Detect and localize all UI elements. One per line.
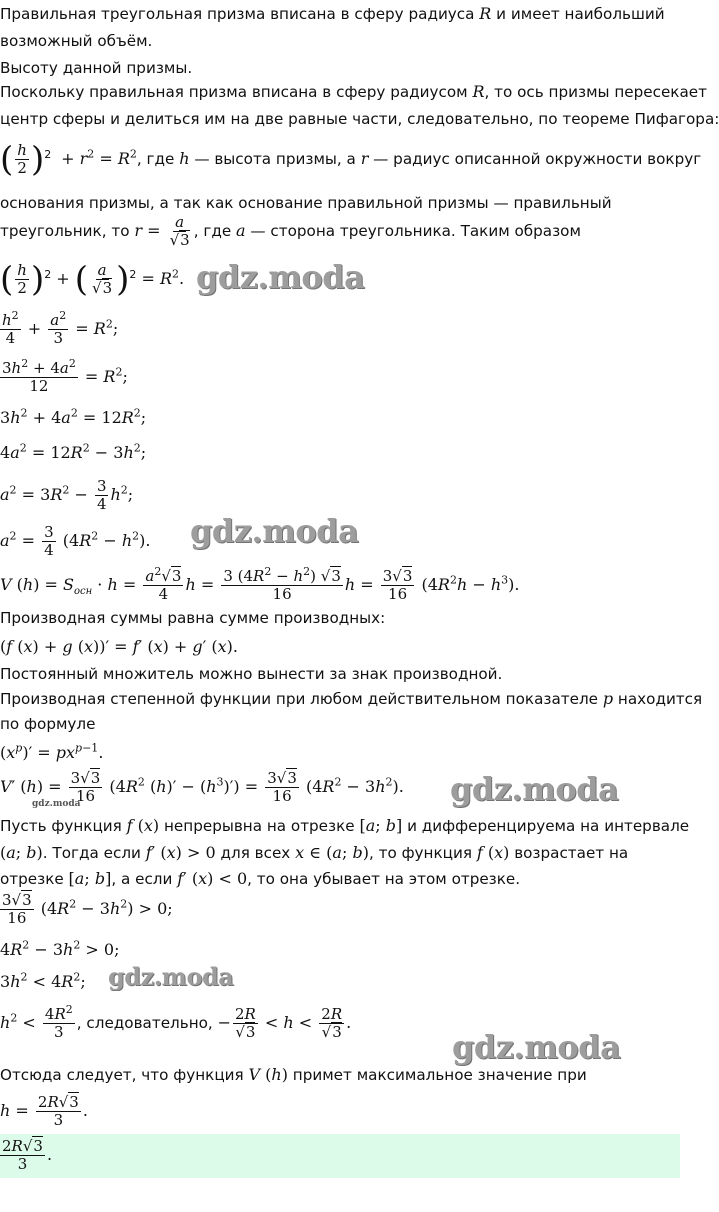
solution-para-3: основания призмы, а так как основание правильной призмы — правильный bbox=[0, 194, 612, 212]
final-answer: $\frac{2R√3}{3}$ . bbox=[2, 1137, 53, 1173]
rule-monotonic-1: Пусть функция f (x) непрерывна на отрезке [a; b] и дифференцируема на интервале bbox=[0, 816, 690, 835]
solution-para-4: треугольник, то r = $\frac{a}{√3}$ , где a — сторона треугольника. Таким образом bbox=[0, 213, 581, 249]
watermark: gdz.moda bbox=[108, 962, 234, 991]
eq-derivative: V′ (h) = $\frac{3√3}{16}$ ($4R^2$ $(h)' - (h^3)'$) = $\frac{3√3}{16}$ $(4R^2 - 3h^2)$. bbox=[0, 769, 404, 805]
solution-para-1b: центр сферы и делиться им на две равные части, следовательно, по теореме Пифагора: bbox=[0, 110, 719, 128]
ineq-3: $3h^2 < 4R^2$; bbox=[0, 970, 86, 991]
eq-1: ( $\frac{h}{2}$ )$^2$ + ( $\frac{a}{√3}$ )$^2 = R^2$. bbox=[0, 259, 185, 300]
var-R: R bbox=[479, 4, 492, 23]
eq-6: $a^2 = 3R^2$ − $\frac{3}{4}$ $h^2$; bbox=[0, 477, 134, 513]
rule-monotonic-3: отрезке [a; b], а если f′ (x) < 0, то она убывает на этом отрезке. bbox=[0, 869, 521, 888]
rule-monotonic-2: (a; b). Тогда если f′ (x) > 0 для всех x ∈ (a; b), то функция f (x) возрастает на bbox=[0, 843, 629, 862]
formula-deriv-sum: (f (x) + g (x))′ = f′ (x) + g′ (x). bbox=[0, 637, 238, 656]
ineq-4: $h^2$ < $\frac{4R^2}{3}$ , следовательно, − $\frac{2R}{√3}$ < h < $\frac{2R}{√3}$ . bbox=[0, 1003, 352, 1041]
formula-power: $(x^p)' = px^{p-1}$. bbox=[0, 741, 104, 762]
eq-3: $\frac{3h^2 + 4a^2}{12}$ = $R^2$; bbox=[2, 357, 128, 395]
solution-para-1a: Поскольку правильная призма вписана в сферу радиусом R, то ось призмы пересекает bbox=[0, 82, 707, 101]
watermark: gdz.moda bbox=[196, 258, 365, 296]
rule-power-a: Производная степенной функции при любом действительном показателе p находится bbox=[0, 689, 703, 708]
rule-deriv-sum: Производная суммы равна сумме производных: bbox=[0, 609, 386, 627]
eq-2: $\frac{h^2}{4}$ + $\frac{a^2}{3}$ = $R^2$; bbox=[2, 309, 119, 347]
rule-const: Постоянный множитель можно вынести за знак производной. bbox=[0, 665, 503, 683]
ineq-2: $4R^2 - 3h^2 > 0$; bbox=[0, 938, 120, 959]
eq-7: $a^2$ = $\frac{3}{4}$ $(4R^2 - h^2)$. bbox=[0, 523, 151, 559]
answer-box bbox=[0, 1134, 680, 1178]
eq-h-max: h = $\frac{2R√3}{3}$ . bbox=[0, 1093, 88, 1129]
eq-4: $3h^2 + 4a^2 = 12R^2$; bbox=[0, 406, 147, 427]
task-line-2: возможный объём. bbox=[0, 32, 153, 50]
task-line-1: Правильная треугольная призма вписана в сферу радиуса R и имеет наибольший bbox=[0, 4, 665, 23]
conclusion: Отсюда следует, что функция V (h) примет максимальное значение при bbox=[0, 1065, 587, 1084]
watermark: gdz.moda bbox=[452, 1028, 621, 1066]
task-line-3: Высоту данной призмы. bbox=[0, 59, 193, 77]
watermark: gdz.moda bbox=[450, 770, 619, 808]
rule-power-c: по формуле bbox=[0, 715, 96, 733]
eq-5: $4a^2 = 12R^2 - 3h^2$; bbox=[0, 441, 147, 462]
formula-pythagoras: ( $\frac{h}{2}$ )$^2 + r^2 = R^2$, где h — высота призмы, а r — радиус описанной окружности вокруг bbox=[0, 139, 702, 180]
eq-volume: V $(h) = S_{осн} \cdot h$ = $\frac{a^2√3}{4}$ h = $\frac{3 (4R^2 - h^2) √3}{16}$ h = $\frac{3√3}{16}$ $(4R^2h - h^3)$. bbox=[0, 565, 520, 603]
watermark: gdz.moda bbox=[190, 512, 359, 550]
watermark: gdz.moda bbox=[32, 799, 81, 809]
ineq-1: $\frac{3√3}{16}$ $(4R^2 - 3h^2) > 0$; bbox=[2, 891, 173, 927]
